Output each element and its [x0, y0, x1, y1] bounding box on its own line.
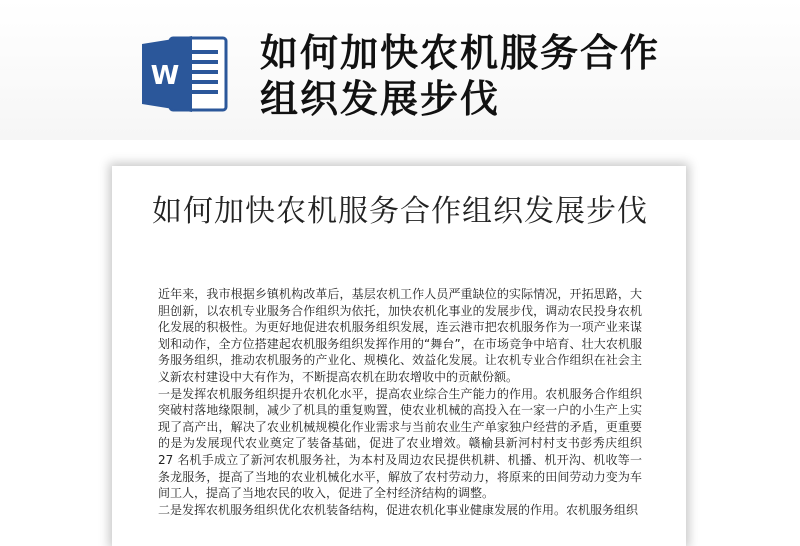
- document-header: [0, 0, 800, 140]
- header-title: 如何加快农机服务合作组织发展步伐: [260, 31, 661, 121]
- word-document-icon: [140, 34, 230, 114]
- body-paragraph: 二是发挥农机服务组织优化农机装备结构，促进农机化事业健康发展的作用。农机服务组织: [158, 502, 639, 517]
- body-paragraph: 一是发挥农机服务组织提升农机化水平，提高农业综合生产能力的作用。农机服务合作组织突破村落地缘限制，减少了机具的重复购置，使农业机械的高投入在一家一户的小生产上实现了高产出，解决了农业机械规模化作业需求与当前农业生产单家独户经营的矛盾，更重要的是为发展现代农业奠定了装备基础，促进了农业增效。赣榆县新河村村支书彭秀庆组织 27 名机手成立了新河农机服务社，为本村及周边农民提供机耕、机播、机开沟、机收等一条龙服务，提高了当地的农业机械化水平，解放了农村劳动力，将原来的田间劳动力变为车间工人，提高了当地农民的收入，促进了全村经济结构的调整。: [158, 386, 642, 501]
- document-body: [158, 286, 642, 526]
- body-paragraph: 近年来，我市根据乡镇机构改革后，基层农机工作人员严重缺位的实际情况，开拓思路，大胆创新，以农机专业服务合作组织为依托，加快农机化事业的发展步伐，调动农民投身农机化发展的积极性。为更好地促进农机服务组织发展，连云港市把农机服务作为一项产业来谋划和动作，全方位搭建起农机服务组织发挥作用的“舞台”，在市场竞争中培育、壮大农机服务服务组织，推动农机服务的产业化、规模化、效益化发展。让农机专业合作组织在社会主义新农村建设中大有作为，不断提高农机在助农增收中的贡献份额。: [158, 287, 642, 384]
- document-title: 如何加快农机服务合作组织发展步伐: [152, 194, 648, 229]
- svg-text:W: W: [150, 61, 180, 91]
